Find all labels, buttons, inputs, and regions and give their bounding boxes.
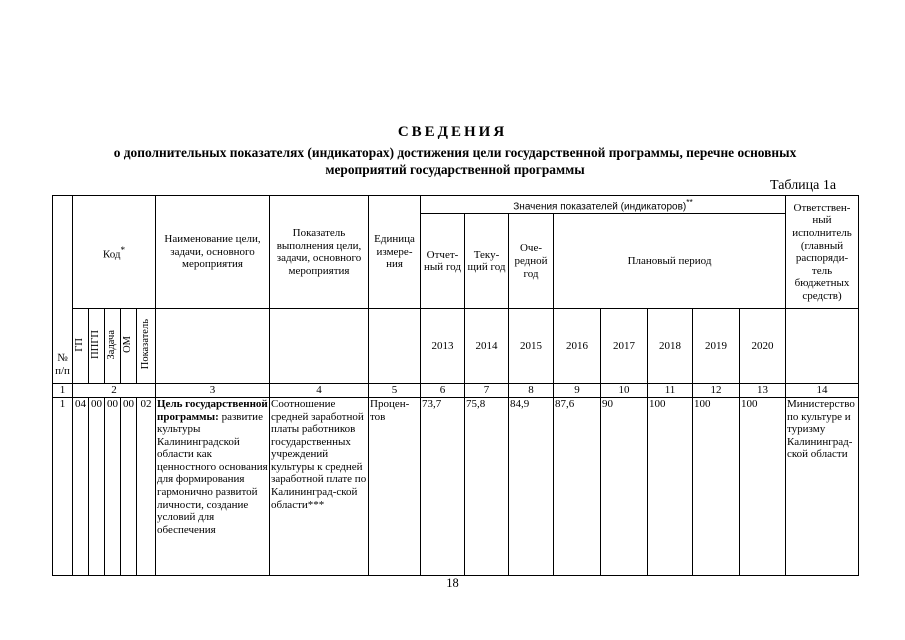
indicators-table	[52, 195, 859, 576]
code-sub-ppgp-label: ППГП	[90, 330, 102, 359]
column-number: 5	[369, 384, 421, 398]
header-indicator-blank	[270, 309, 369, 384]
row-code-om: 00	[121, 397, 137, 575]
row-value: 100	[740, 397, 786, 575]
column-number: 1	[53, 384, 73, 398]
code-sub-task	[105, 309, 121, 384]
header-report-year: Отчет-ный год	[421, 214, 465, 309]
row-value: 100	[648, 397, 693, 575]
column-number: 2	[73, 384, 156, 398]
table-label: Таблица 1а	[770, 178, 837, 193]
header-name: Наименование цели, задачи, основного мероприятия	[156, 196, 270, 309]
document-title: СВЕДЕНИЯ	[397, 124, 508, 140]
row-name-rest: развитие культуры Калининградской области как ценностного основания для формирования гармонично развитой личности, создание условий для обеспечения	[157, 410, 268, 536]
code-sub-indicator	[137, 309, 156, 384]
code-sub-gp	[73, 309, 89, 384]
year-cell: 2013	[421, 309, 465, 384]
year-cell: 2016	[554, 309, 601, 384]
row-name	[156, 397, 270, 575]
column-number: 10	[601, 384, 648, 398]
header-name-blank	[156, 309, 270, 384]
year-cell: 2014	[465, 309, 509, 384]
row-value: 87,6	[554, 397, 601, 575]
header-next-year: Оче-редной год	[509, 214, 554, 309]
column-number: 4	[270, 384, 369, 398]
row-value: 90	[601, 397, 648, 575]
code-sub-ppgp	[89, 309, 105, 384]
column-number: 9	[554, 384, 601, 398]
row-indicator: Соотношение средней заработной платы работников государственных учреждений культуры к средней заработной плате по Калининград-ской области***	[270, 397, 369, 575]
header-values-group	[421, 196, 786, 214]
code-sub-gp-label: ГП	[74, 337, 86, 352]
page-number: 18	[446, 576, 459, 590]
row-responsible: Министерство по культуре и туризму Калининград-ской области	[786, 397, 859, 575]
column-number: 12	[693, 384, 740, 398]
header-values-label: Значения показателей (индикаторов)	[513, 201, 687, 213]
column-number: 14	[786, 384, 859, 398]
header-unit-blank	[369, 309, 421, 384]
column-number: 6	[421, 384, 465, 398]
table-row	[53, 397, 859, 575]
row-value: 73,7	[421, 397, 465, 575]
year-cell: 2017	[601, 309, 648, 384]
row-value: 100	[693, 397, 740, 575]
header-responsible-blank	[786, 309, 859, 384]
row-num: 1	[53, 397, 73, 575]
header-indicator: Показатель выполнения цели, задачи, основного мероприятия	[270, 196, 369, 309]
year-cell: 2020	[740, 309, 786, 384]
row-value: 75,8	[465, 397, 509, 575]
year-cell: 2019	[693, 309, 740, 384]
document-subtitle	[60, 144, 850, 178]
row-value: 84,9	[509, 397, 554, 575]
year-cell: 2015	[509, 309, 554, 384]
header-unit: Единица измере-ния	[369, 196, 421, 309]
header-current-year: Теку-щий год	[465, 214, 509, 309]
code-sub-indicator-label: Показатель	[139, 319, 151, 370]
column-number: 8	[509, 384, 554, 398]
subtitle-line-2: мероприятий государственной программы	[325, 162, 585, 177]
header-plan-period: Плановый период	[554, 214, 786, 309]
column-number: 11	[648, 384, 693, 398]
row-unit: Процен-тов	[369, 397, 421, 575]
header-values-mark: **	[686, 197, 693, 207]
row-code-task: 00	[105, 397, 121, 575]
header-code-label: Код	[102, 248, 121, 261]
row-code-indicator: 02	[137, 397, 156, 575]
header-code-mark: *	[120, 244, 126, 255]
column-number: 7	[465, 384, 509, 398]
code-sub-task-label: Задача	[106, 329, 118, 360]
header-num: № п/п	[53, 196, 73, 384]
subtitle-line-1: о дополнительных показателях (индикаторах) достижения цели государственной программы, перечне основных	[113, 145, 797, 160]
year-cell: 2018	[648, 309, 693, 384]
code-sub-om	[121, 309, 137, 384]
row-code-gp: 04	[73, 397, 89, 575]
header-code	[73, 196, 156, 309]
row-code-ppgp: 00	[89, 397, 105, 575]
row-name-bold: Цель государственной программы:	[157, 397, 268, 423]
header-responsible: Ответствен-ный исполнитель (главный распоряди-тель бюджетных средств)	[786, 196, 859, 309]
column-number: 13	[740, 384, 786, 398]
column-number: 3	[156, 384, 270, 398]
code-sub-om-label: ОМ	[122, 336, 134, 353]
